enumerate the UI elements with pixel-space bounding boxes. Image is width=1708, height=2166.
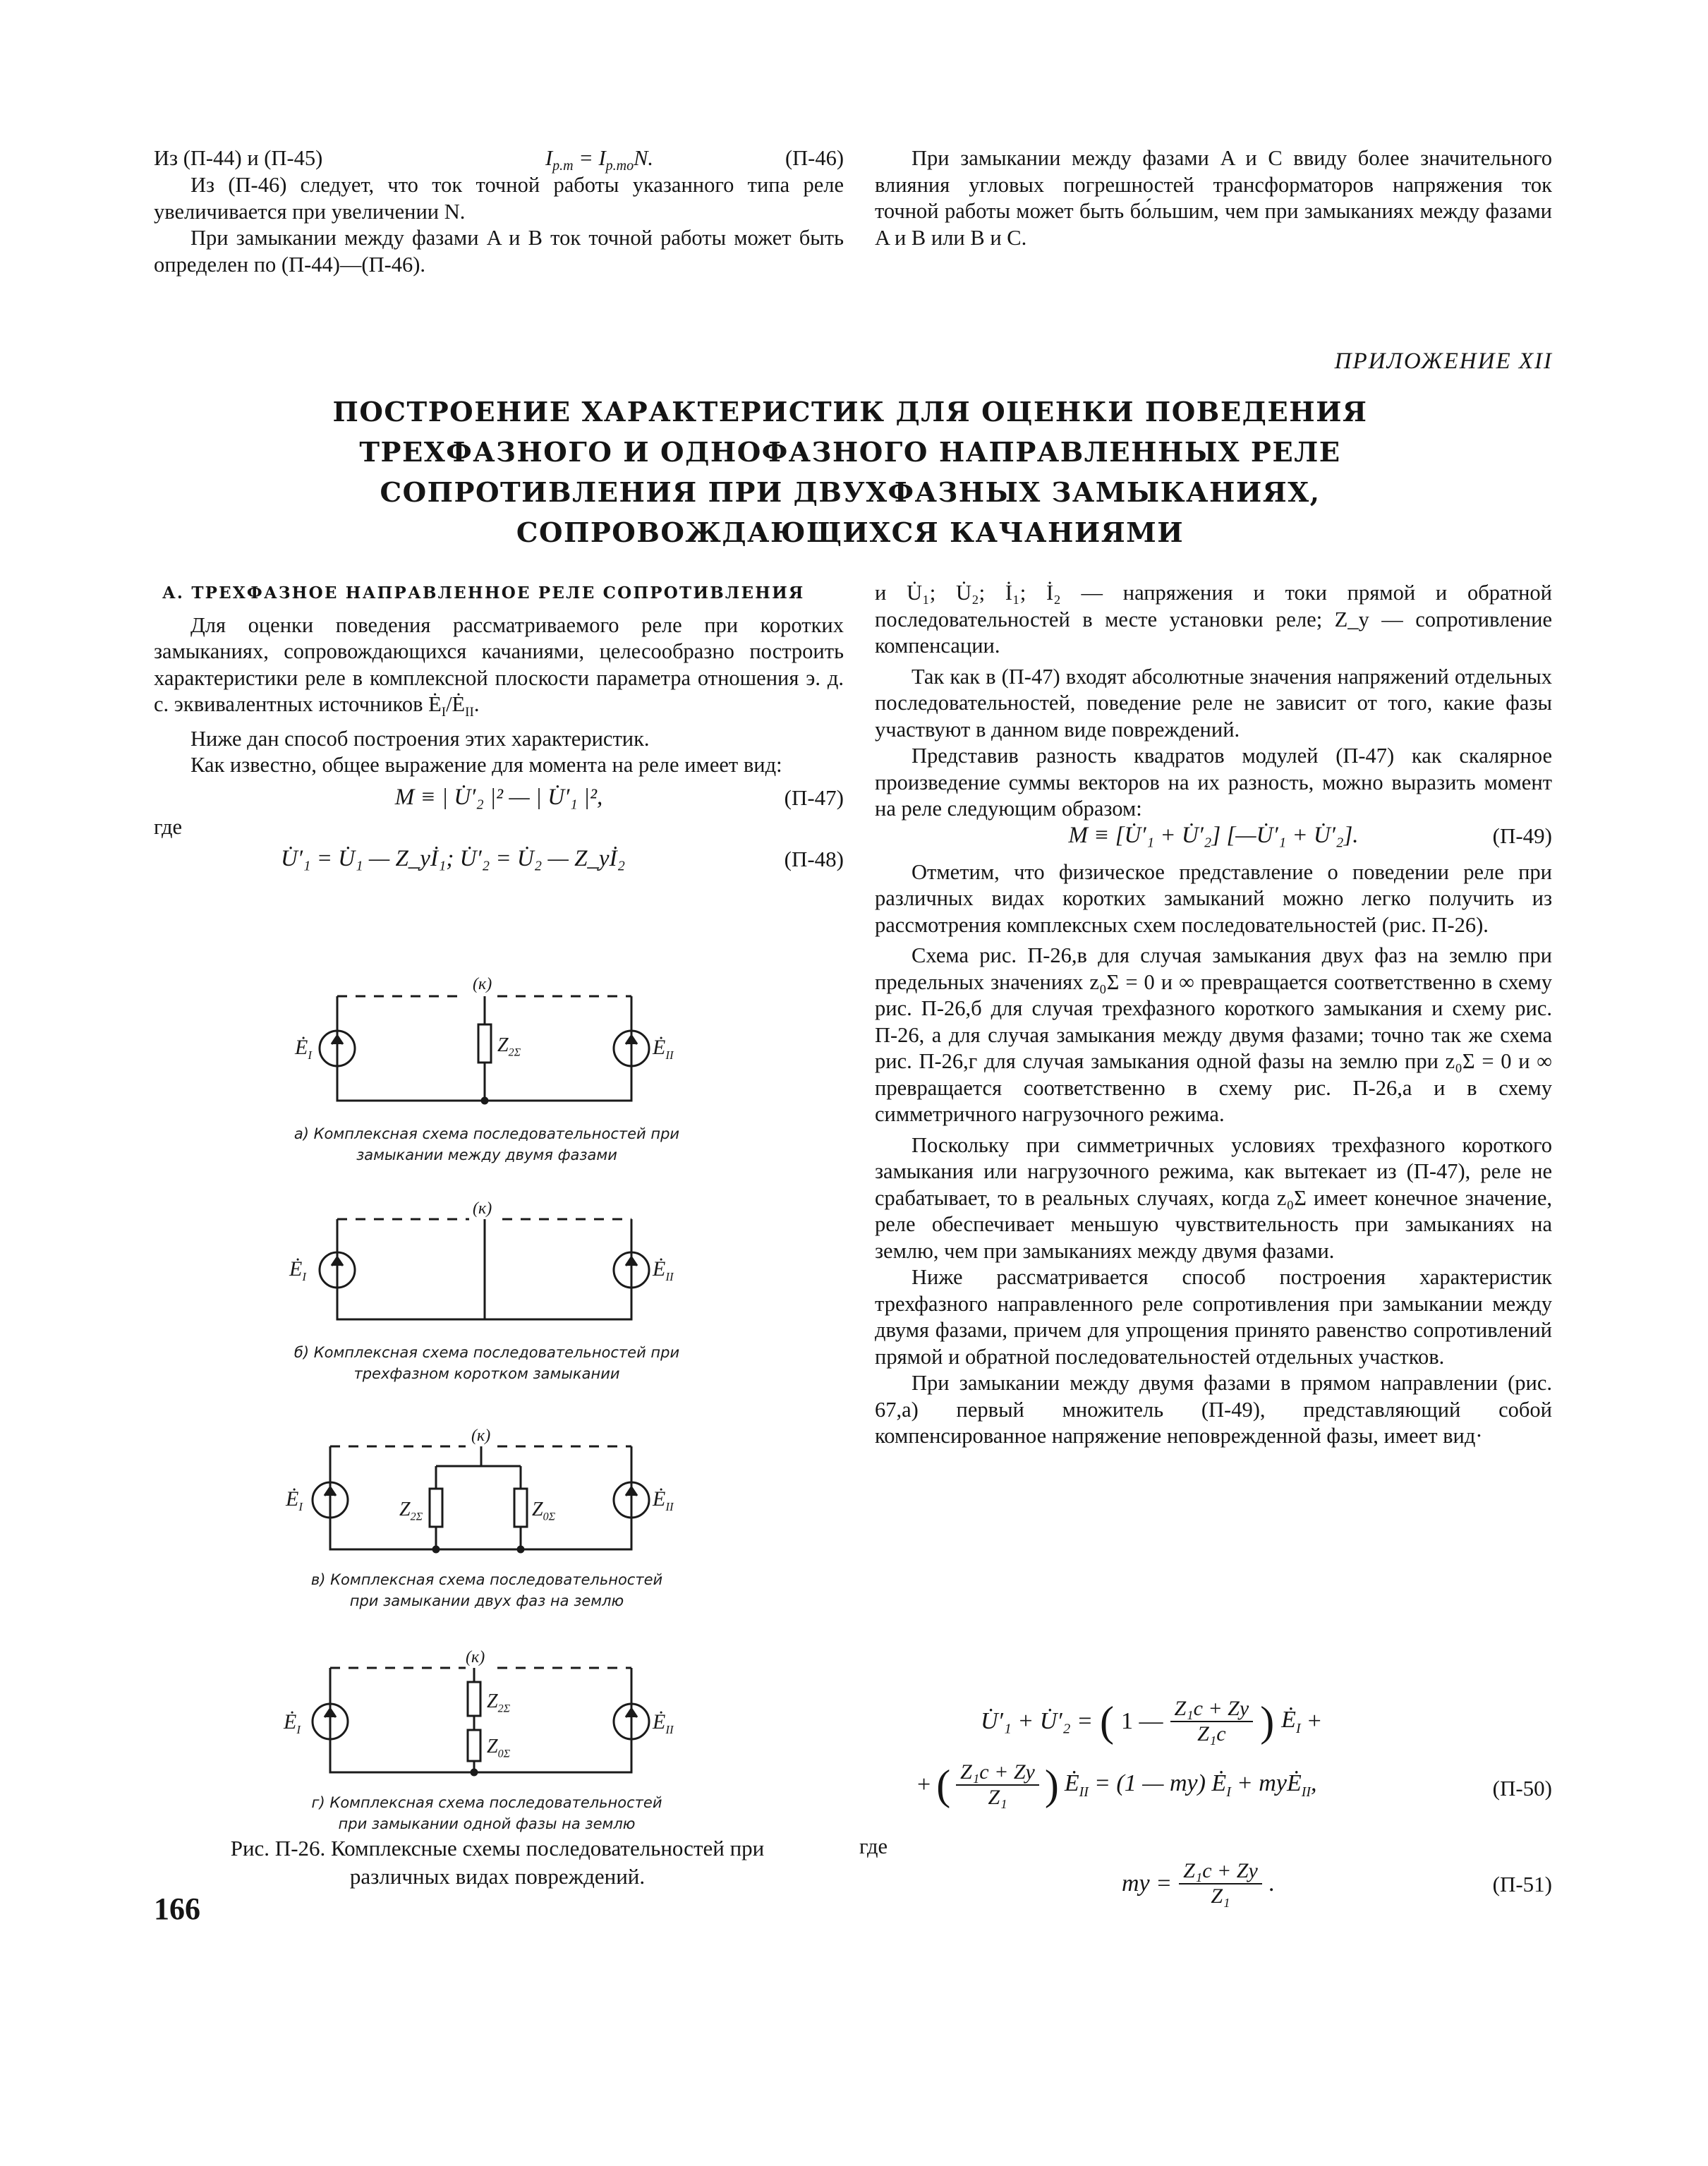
node-label-k: (к) <box>473 1199 492 1218</box>
appendix-label: ПРИЛОЖЕНИЕ XII <box>1334 349 1553 374</box>
paragraph: При замыкании между фазами A и B ток точной работы может быть определен по (П-44)—(П-46). <box>154 226 844 277</box>
label-e2: $Ė_{II}$ <box>653 1257 674 1283</box>
equation-number: (П-46) <box>785 146 844 170</box>
node-label-k: (к) <box>473 975 492 993</box>
title-line: СОПРОТИВЛЕНИЯ ПРИ ДВУХФАЗНЫХ ЗАМЫКАНИЯХ, <box>380 477 1321 509</box>
left-column <box>154 580 844 883</box>
node-label-k: (к) <box>471 1427 491 1445</box>
equation-p51: mу = Z₁c + Zу Z₁ . (П-51) <box>1122 1859 1552 1908</box>
circuit-a <box>320 996 649 1103</box>
paragraph: Из (П-46) следует, что ток точной работы указанного типа реле увеличивается при увеличении N. <box>154 173 844 224</box>
equation-p49 <box>875 823 1552 859</box>
paragraph: Ниже дан способ построения этих характеристик. <box>190 726 650 751</box>
page-title <box>268 392 1432 553</box>
paragraph: При замыкании между фазами A и C ввиду более значительного влияния угловых погрешностей трансформаторов напряжения ток точной работы может быть бо́льшим, чем при замыканиях между фазами A и B или B и C. <box>875 146 1552 250</box>
section-title: А. ТРЕХФАЗНОЕ НАПРАВЛЕННОЕ РЕЛЕ СОПРОТИВЛЕНИЯ <box>162 583 805 603</box>
fraction: Z₁c + Zу Z₁ <box>956 1760 1039 1810</box>
label-e1: $Ė_I$ <box>295 1036 312 1062</box>
figure-caption-v: в) Комплексная схема последовательностей при замыкании двух фаз на землю <box>310 1571 663 1609</box>
label-e1: $Ė_I$ <box>286 1487 303 1513</box>
text-where: где <box>154 814 183 839</box>
equation-number: (П-48) <box>784 847 844 872</box>
figure-caption-g: г) Комплексная схема последовательностей при замыкании одной фазы на землю <box>311 1794 662 1832</box>
equation-number: (П-47) <box>784 785 844 810</box>
paragraph: Представив разность квадратов модулей (П-47) как скалярное произведение суммы векторов на их разность, можно выразить момент на реле следующим образом: <box>875 744 1552 821</box>
equation-p50 <box>875 1690 1552 1831</box>
label-z2: $Z_{2\Sigma}$ <box>497 1034 521 1059</box>
top-right-block <box>875 145 1552 251</box>
right-column <box>875 580 1552 1450</box>
paragraph: и U̇₁; U̇₂; İ₁; İ₂ — напряжения и токи прямой и обратной последовательностей в месте установки реле; Z_у — сопротивление компенсации. <box>875 581 1552 658</box>
label-z2: $Z_{2\Sigma}$ <box>399 1499 423 1523</box>
circuit-b <box>320 1219 649 1319</box>
title-line: ТРЕХФАЗНОГО И ОДНОФАЗНОГО НАПРАВЛЕННЫХ РЕЛЕ <box>359 437 1341 468</box>
eq50-line1: U̇′₁ + U̇′₂ = ( 1 — Z₁c + Zу Z₁c ) $Ė_I$ + <box>981 1697 1321 1745</box>
equation-p47 <box>154 779 844 821</box>
paragraph: Схема рис. П-26,в для случая замыкания двух фаз на землю при предельных значениях z₀Σ = 0 и ∞ превращается соответственно в схему рис. П-26,б для случая трехфазного короткого замыкания и схему рис. П-26, а для случая замыкания между двумя фазами; точно так же схема рис. П-26,г для случая замыкания одной фазы на землю при z₀Σ = 0 и ∞ превращается соответственно в схему рис. П-26,а и в схему симметричного нагрузочного режима. <box>875 943 1552 1126</box>
text-prefix: Из (П-44) и (П-45) <box>154 146 323 170</box>
formula-p46: $I_{р.т} = I_{р.то}N$. <box>545 146 654 174</box>
figure-caption-main: Рис. П-26. Комплексные схемы последовательностей при различных видах повреждений. <box>230 1836 765 1889</box>
label-e2: $Ė_{II}$ <box>653 1710 674 1736</box>
title-line: СОПРОВОЖДАЮЩИХСЯ КАЧАНИЯМИ <box>516 517 1185 549</box>
equation-number: (П-50) <box>1492 1776 1552 1801</box>
formula: M ≡ | U̇′₂ |² — | U̇′₁ |², <box>394 784 603 810</box>
label-z2: $Z_{2\Sigma}$ <box>487 1690 511 1715</box>
label-z0: $Z_{0\Sigma}$ <box>487 1736 511 1760</box>
paragraph: Поскольку при симметричных условиях трехфазного короткого замыкания или нагрузочного режима, как вытекает из (П-47), реле не срабатывает, то в реальных случаях, когда z₀Σ имеет конечное значение, реле обеспечивает меньшую чувствительность при замыканиях на землю, чем при замыканиях между двумя фазами. <box>875 1132 1552 1263</box>
label-e2: $Ė_{II}$ <box>653 1036 674 1062</box>
equation-number: (П-49) <box>1492 823 1552 848</box>
label-e1: $Ė_I$ <box>284 1710 301 1736</box>
paragraph: При замыкании между двумя фазами в прямом направлении (рис. 67,а) первый множитель (П-49), представляющий собой компенсированное напряжение неповрежденной фазы, имеет вид· <box>875 1371 1552 1448</box>
title-line: ПОСТРОЕНИЕ ХАРАКТЕРИСТИК ДЛЯ ОЦЕНКИ ПОВЕДЕНИЯ <box>332 397 1368 428</box>
node-label-k: (к) <box>466 1648 485 1666</box>
equation-number: (П-51) <box>1492 1872 1552 1896</box>
label-z0: $Z_{0\Sigma}$ <box>532 1499 556 1523</box>
page-number: 166 <box>154 1892 200 1926</box>
label-e1: $Ė_I$ <box>289 1257 306 1283</box>
formula: U̇′₁ = U̇₁ — Z_уİ₁; U̇′₂ = U̇₂ — Z_уİ₂ <box>281 846 626 872</box>
formula: M ≡ [U̇′₁ + U̇′₂] [—U̇′₁ + U̇′₂]. <box>1068 822 1359 848</box>
figure-caption-a: а) Комплексная схема последовательностей при замыкании между двумя фазами <box>293 1125 680 1163</box>
equation-p48 <box>154 840 844 883</box>
eq50-line2: + ( Z₁c + Zу Z₁ ) $Ė_{II}$ = (1 — mу) $Ė_I$ + mуĖ$_{II}$, <box>917 1760 1317 1809</box>
paragraph: Отметим, что физическое представление о поведении реле при различных видах коротких замыканий можно легко получить из рассмотрения комплексных схем последовательностей (рис. П-26). <box>875 859 1552 937</box>
paragraph: Так как в (П-47) входят абсолютные значения напряжений отдельных последовательностей, поведение реле не зависит от того, какие фазы участвуют в данном виде повреждений. <box>875 664 1552 742</box>
paragraph: Для оценки поведения рассматриваемого реле при коротких замыканиях, сопровождающихся качаниями, целесообразно построить характеристики реле в комплексной плоскости параметра отношения э. д. с. эквивалентных источников $Ė_I/Ė_{II}$. <box>154 612 844 720</box>
paragraph: Ниже рассматривается способ построения характеристик трехфазного направленного реле сопротивления при замыкании между двумя фазами, причем для упрощения принято равенство сопротивлений прямой и обратной последовательностей отдельных участков. <box>875 1265 1552 1369</box>
figure-caption-b: б) Комплексная схема последовательностей при трехфазном коротком замыкании <box>293 1344 680 1382</box>
formula-line-p46 <box>154 145 844 172</box>
paragraph: Как известно, общее выражение для момента на реле имеет вид: <box>190 753 782 778</box>
circuit-g <box>313 1668 649 1775</box>
fraction: Z₁c + Zу Z₁c <box>1170 1697 1254 1746</box>
text-where: где <box>859 1834 888 1858</box>
label-e2: $Ė_{II}$ <box>653 1487 674 1513</box>
top-left-block <box>154 145 844 278</box>
circuit-v <box>313 1446 649 1552</box>
fraction: Z₁c + Zу Z₁ <box>1179 1859 1262 1908</box>
